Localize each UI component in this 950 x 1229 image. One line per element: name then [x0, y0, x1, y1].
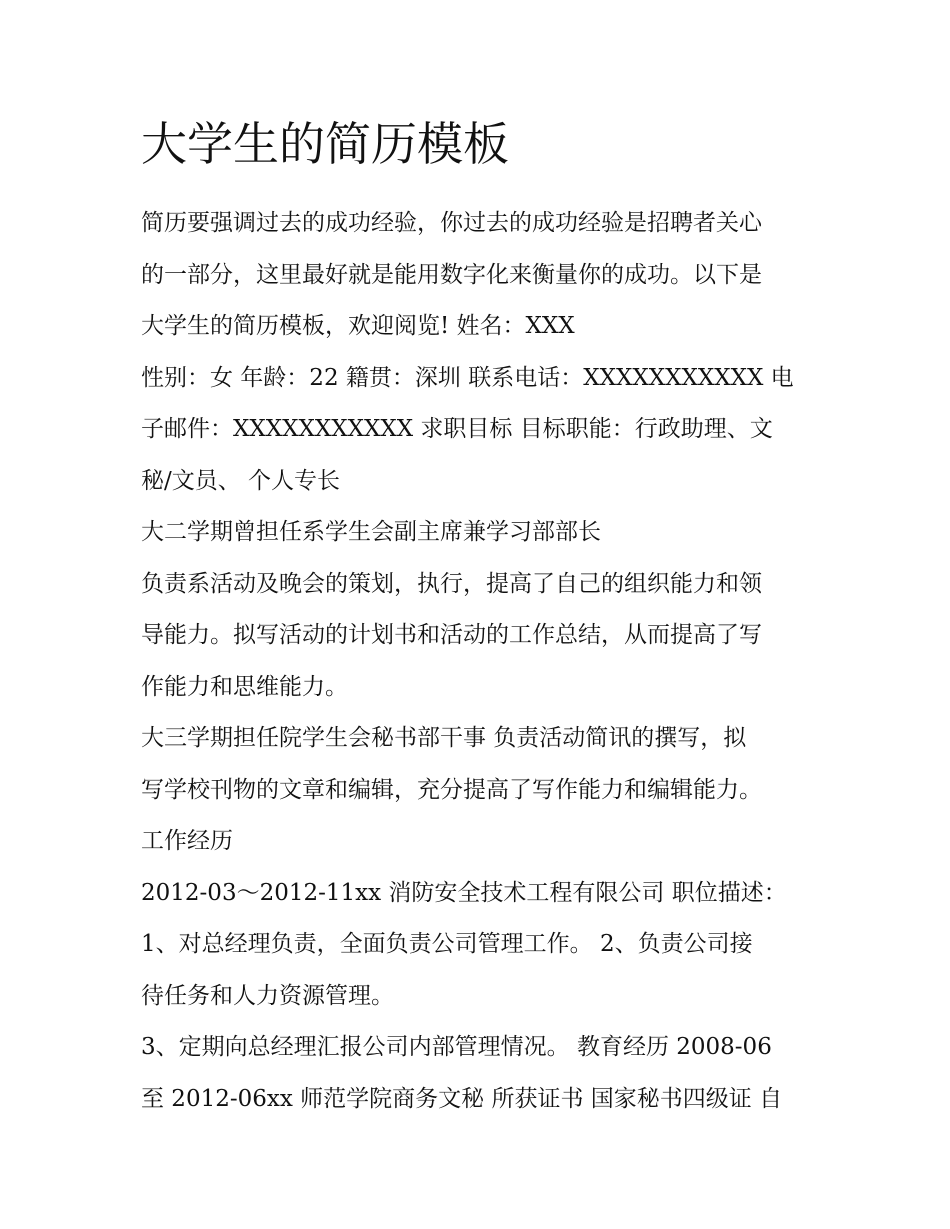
text-line: 简历要强调过去的成功经验，你过去的成功经验是招聘者关心	[141, 210, 762, 236]
document-content	[141, 112, 821, 1125]
text-line: 子邮件：XXXXXXXXXXX 求职目标 目标职能：行政助理、文	[141, 416, 773, 442]
section-heading-work-experience: 工作经历	[141, 828, 233, 854]
text-line: 性别：女 年龄：22 籍贯：深圳 联系电话：XXXXXXXXXXX 电	[141, 364, 794, 391]
text-line: 大二学期曾担任系学生会副主席兼学习部部长	[141, 519, 601, 545]
text-line: 至 2012-06xx 师范学院商务文秘 所获证书 国家秘书四级证 自	[141, 1085, 783, 1112]
text-line: 2012-03～2012-11xx 消防安全技术工程有限公司 职位描述：	[141, 879, 787, 906]
document-title: 大学生的简历模板	[141, 117, 509, 171]
text-line: 3、定期向总经理汇报公司内部管理情况。 教育经历 2008-06	[141, 1034, 772, 1060]
text-line: 导能力。拟写活动的计划书和活动的工作总结，从而提高了写	[141, 622, 762, 648]
text-line: 1、对总经理负责，全面负责公司管理工作。 2、负责公司接	[141, 931, 753, 957]
text-line: 大学生的简历模板，欢迎阅览! 姓名：XXX	[141, 313, 575, 339]
text-line: 写学校刊物的文章和编辑，充分提高了写作能力和编辑能力。	[141, 776, 762, 803]
text-line: 的一部分，这里最好就是能用数字化来衡量你的成功。以下是	[141, 261, 762, 288]
text-line: 秘/文员、 个人专长	[141, 467, 341, 494]
text-line: 作能力和思维能力。	[141, 673, 348, 700]
text-line: 大三学期担任院学生会秘书部干事 负责活动简讯的撰写，拟	[141, 725, 747, 751]
text-line: 待任务和人力资源管理。	[141, 982, 394, 1009]
text-line: 负责系活动及晚会的策划，执行，提高了自己的组织能力和领	[141, 570, 762, 597]
